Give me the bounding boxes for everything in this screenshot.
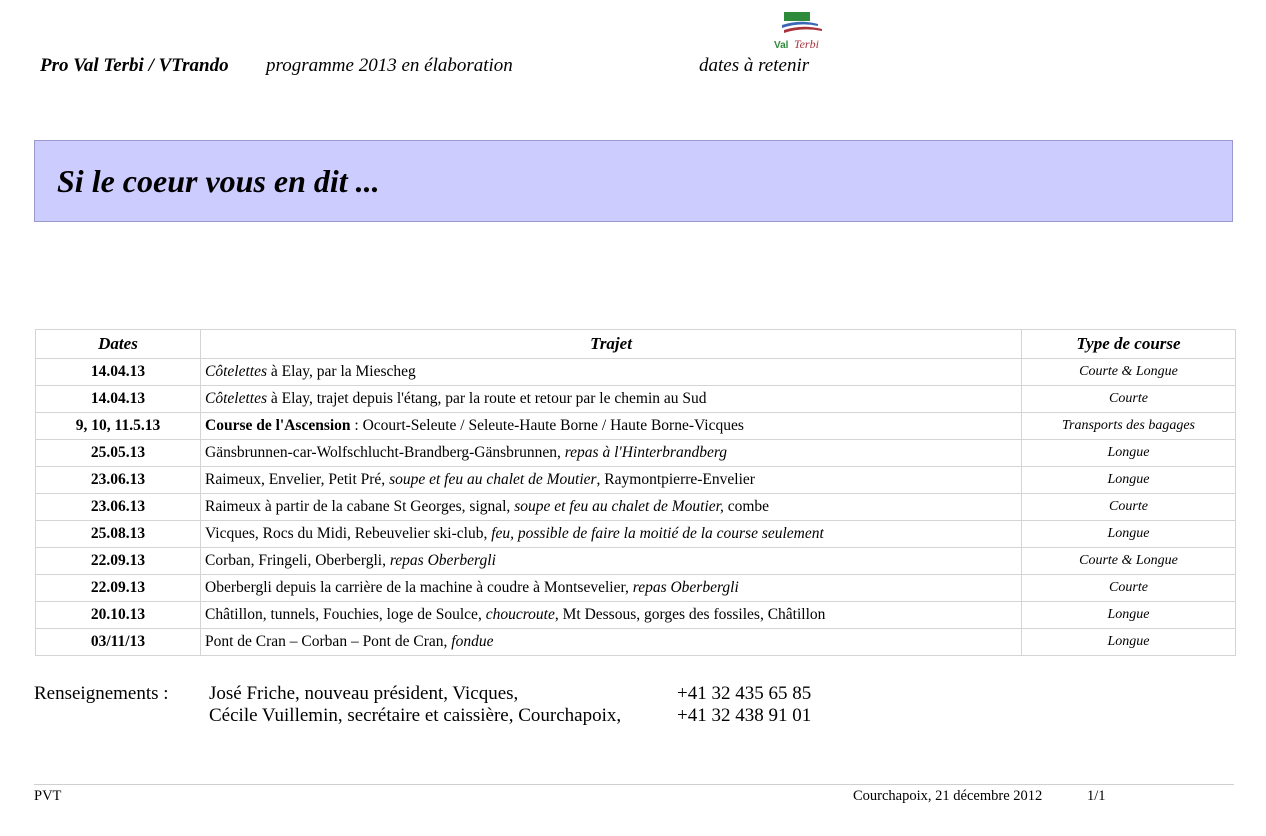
dates-label: dates à retenir <box>699 55 810 76</box>
contact-name: José Friche, nouveau président, Vicques, <box>209 683 519 704</box>
cell-date: 25.05.13 <box>36 440 201 467</box>
contact-phone: +41 32 438 91 01 <box>677 705 812 726</box>
cell-date: 22.09.13 <box>36 575 201 602</box>
header-trajet: Trajet <box>201 330 1022 359</box>
svg-text:Val: Val <box>774 40 789 51</box>
table-row <box>36 548 1236 575</box>
programme-table <box>35 329 1236 656</box>
cell-type-de-course: Courte <box>1022 575 1236 602</box>
table-row <box>36 440 1236 467</box>
trajet-segment: : Ocourt-Seleute / Seleute-Haute Borne / Haute Borne-Vicques <box>350 417 744 434</box>
trajet-segment: , Mt Dessous, gorges des fossiles, Châtillon <box>554 606 826 623</box>
trajet-segment: soupe et feu au chalet de Moutier, <box>514 498 724 515</box>
trajet-segment: repas Oberbergli <box>389 552 496 569</box>
trajet-segment: feu, possible de faire la moitié de la course seulement <box>491 525 824 542</box>
cell-trajet <box>201 359 1022 386</box>
cell-trajet <box>201 467 1022 494</box>
trajet-segment: Vicques, Rocs du Midi, Rebeuvelier ski-club, <box>205 525 492 542</box>
cell-trajet <box>201 440 1022 467</box>
table-body <box>36 359 1236 656</box>
table-row <box>36 413 1236 440</box>
cell-type-de-course: Courte & Longue <box>1022 359 1236 386</box>
trajet-segment: Côtelettes <box>205 363 267 380</box>
cell-date: 9, 10, 11.5.13 <box>36 413 201 440</box>
programme-subtitle: programme 2013 en élaboration <box>266 55 513 76</box>
val-terbi-logo <box>774 10 830 54</box>
table-row <box>36 359 1236 386</box>
cell-type-de-course: Longue <box>1022 629 1236 656</box>
trajet-segment: soupe et feu au chalet de Moutier <box>389 471 597 488</box>
cell-trajet <box>201 602 1022 629</box>
cell-date: 14.04.13 <box>36 359 201 386</box>
footer-page-number: 1/1 <box>1087 788 1106 804</box>
cell-trajet <box>201 548 1022 575</box>
trajet-segment: repas Oberbergli <box>632 579 739 596</box>
footer-divider <box>34 784 1234 785</box>
trajet-segment: Oberbergli depuis la carrière de la machine à coudre à Montsevelier, <box>205 579 633 596</box>
cell-trajet <box>201 521 1022 548</box>
table-row <box>36 386 1236 413</box>
cell-date: 14.04.13 <box>36 386 201 413</box>
cell-date: 25.08.13 <box>36 521 201 548</box>
cell-date: 20.10.13 <box>36 602 201 629</box>
cell-type-de-course: Longue <box>1022 440 1236 467</box>
footer-left: PVT <box>34 788 62 804</box>
cell-type-de-course: Longue <box>1022 521 1236 548</box>
trajet-segment: combe <box>723 498 770 515</box>
cell-type-de-course: Courte <box>1022 386 1236 413</box>
cell-date: 03/11/13 <box>36 629 201 656</box>
banner-title: Si le coeur vous en dit ... <box>57 163 380 199</box>
trajet-segment: Châtillon, tunnels, Fouchies, loge de Soulce, <box>205 606 486 623</box>
info-label: Renseignements : <box>34 683 169 704</box>
footer-place-date: Courchapoix, 21 décembre 2012 <box>853 788 1043 804</box>
trajet-segment: Raimeux à partir de la cabane St Georges, signal, <box>205 498 515 515</box>
trajet-segment: , Raymontpierre-Envelier <box>596 471 755 488</box>
trajet-segment: fondue <box>451 633 494 650</box>
table-row <box>36 467 1236 494</box>
cell-trajet <box>201 386 1022 413</box>
cell-type-de-course: Longue <box>1022 467 1236 494</box>
trajet-segment: Raimeux, Envelier, Petit Pré, <box>205 471 390 488</box>
cell-trajet <box>201 629 1022 656</box>
cell-trajet <box>201 494 1022 521</box>
table-row <box>36 575 1236 602</box>
cell-type-de-course: Transports des bagages <box>1022 413 1236 440</box>
trajet-segment: à Elay, par la Miescheg <box>267 363 416 380</box>
cell-trajet <box>201 575 1022 602</box>
trajet-segment: repas à l'Hinterbrandberg <box>564 444 728 461</box>
contact-phone: +41 32 435 65 85 <box>677 683 812 704</box>
cell-type-de-course: Courte <box>1022 494 1236 521</box>
table-row <box>36 521 1236 548</box>
table-row <box>36 602 1236 629</box>
cell-type-de-course: Courte & Longue <box>1022 548 1236 575</box>
table-row <box>36 629 1236 656</box>
organization-name: Pro Val Terbi / VTrando <box>40 55 229 76</box>
cell-date: 23.06.13 <box>36 494 201 521</box>
trajet-segment: Pont de Cran – Corban – Pont de Cran, <box>205 633 452 650</box>
trajet-segment: Corban, Fringeli, Oberbergli, <box>205 552 390 569</box>
trajet-segment: Gänsbrunnen-car-Wolfschlucht-Brandberg-Gänsbrunnen, <box>205 444 565 461</box>
table-row <box>36 494 1236 521</box>
cell-date: 23.06.13 <box>36 467 201 494</box>
header-type-de-course: Type de course <box>1022 330 1236 359</box>
trajet-segment: choucroute <box>485 606 555 623</box>
trajet-segment: Côtelettes <box>205 390 267 407</box>
title-banner <box>34 140 1233 222</box>
header-dates: Dates <box>36 330 201 359</box>
svg-text:Terbi: Terbi <box>794 37 819 51</box>
table-header-row <box>36 330 1236 359</box>
cell-date: 22.09.13 <box>36 548 201 575</box>
trajet-segment: à Elay, trajet depuis l'étang, par la route et retour par le chemin au Sud <box>267 390 707 407</box>
cell-type-de-course: Longue <box>1022 602 1236 629</box>
cell-trajet <box>201 413 1022 440</box>
contact-name: Cécile Vuillemin, secrétaire et caissière, Courchapoix, <box>209 705 622 726</box>
trajet-segment: Course de l'Ascension <box>205 417 351 434</box>
